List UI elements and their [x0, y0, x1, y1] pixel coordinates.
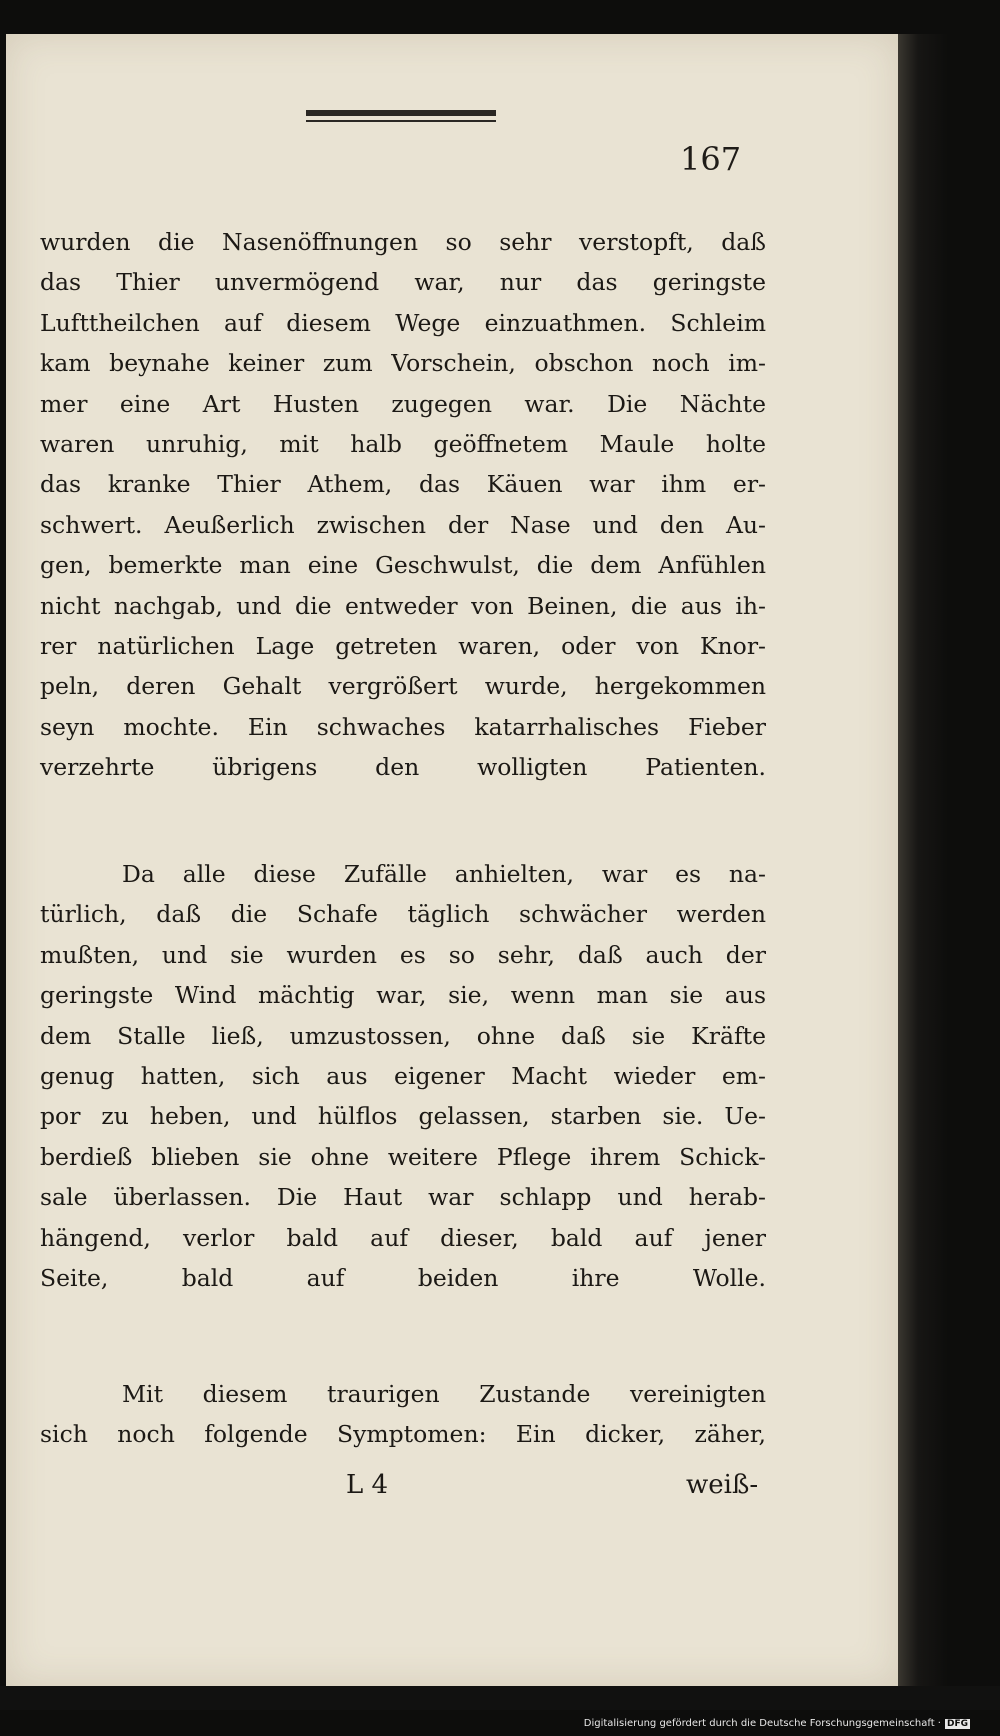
catchword: weiß- [686, 1470, 759, 1500]
dfg-logo[interactable]: DFG [946, 1719, 968, 1729]
credit-text: Digitalisierung gefördert durch die Deutsche Forschungsgemeinschaft · [583, 1718, 941, 1729]
text-line: schwert. Aeußerlich zwischen der Nase und den Au- [40, 510, 766, 539]
text-line: Da alle diese Zufälle anhielten, war es na- [122, 860, 766, 888]
digitization-credit [584, 1718, 970, 1729]
text-line: sale überlassen. Die Haut war schlapp und herab- [40, 1183, 766, 1212]
text-line: nicht nachgab, und die entweder von Beinen, die aus ih- [40, 591, 766, 620]
text-line: türlich, daß die Schafe täglich schwächer werden [40, 900, 766, 929]
paragraph-2 [40, 854, 766, 1298]
text-line: genug hatten, sich aus eigener Macht wieder em- [40, 1062, 766, 1091]
text-line: Seite, bald auf beiden ihre Wolle. [40, 1264, 766, 1293]
text-line: waren unruhig, mit halb geöffnetem Maule holte [40, 430, 766, 459]
header-ornament-rule [306, 110, 496, 124]
text-line: hängend, verlor bald auf dieser, bald auf jener [40, 1223, 766, 1252]
text-line: gen, bemerkte man eine Geschwulst, die dem Anfühlen [40, 551, 766, 580]
paragraph-3 [40, 1374, 766, 1455]
text-line: das Thier unvermögend war, nur das geringste [40, 268, 766, 297]
text-line: wurden die Nasenöffnungen so sehr verstopft, daß [40, 228, 766, 256]
text-line: rer natürlichen Lage getreten waren, oder von Knor- [40, 632, 766, 661]
text-line: Mit diesem traurigen Zustande vereinigten [122, 1380, 766, 1408]
page-number: 167 [680, 140, 742, 178]
page-edge-shadow [898, 34, 948, 1686]
text-line: seyn mochte. Ein schwaches katarrhalisches Fieber [40, 712, 766, 741]
text-line: das kranke Thier Athem, das Käuen war ihm er- [40, 470, 766, 499]
text-line: dem Stalle ließ, umzustossen, ohne daß sie Kräfte [40, 1021, 766, 1050]
text-line: sich noch folgende Symptomen: Ein dicker, zäher, [40, 1420, 766, 1449]
footer-bar [0, 1686, 1000, 1710]
text-line: mußten, und sie wurden es so sehr, daß auch der [40, 940, 766, 969]
signature-mark: L 4 [346, 1470, 389, 1500]
paragraph-1 [40, 222, 766, 788]
text-line: geringste Wind mächtig war, sie, wenn man sie aus [40, 981, 766, 1010]
text-line: mer eine Art Husten zugegen war. Die Nächte [40, 389, 766, 418]
text-line: Lufttheilchen auf diesem Wege einzuathmen. Schleim [40, 308, 766, 337]
text-line: peln, deren Gehalt vergrößert wurde, hergekommen [40, 672, 766, 701]
header-rule-thick [306, 110, 496, 116]
text-line: verzehrte übrigens den wolligten Patienten. [40, 753, 766, 782]
header-rule-thin [306, 120, 496, 122]
text-line: por zu heben, und hülflos gelassen, starben sie. Ue- [40, 1102, 766, 1131]
text-line: berdieß blieben sie ohne weitere Pflege ihrem Schick- [40, 1142, 766, 1171]
text-line: kam beynahe keiner zum Vorschein, obschon noch im- [40, 349, 766, 378]
